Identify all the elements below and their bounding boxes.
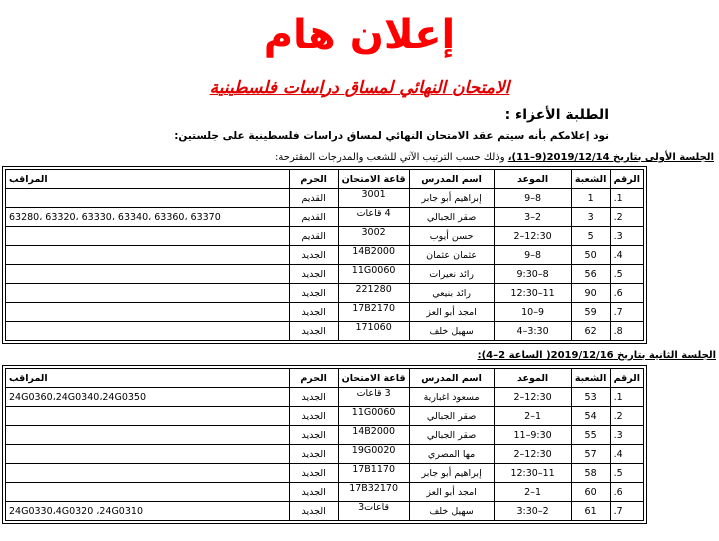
col-teacher: اسم المدرس bbox=[409, 369, 494, 388]
row-observers bbox=[6, 464, 290, 483]
col-time: الموعد bbox=[494, 170, 571, 189]
row-number: 4. bbox=[610, 246, 643, 265]
row-time: 3:30–4 bbox=[494, 322, 571, 341]
col-campus: الحرم bbox=[289, 170, 338, 189]
row-time: 11–12:30 bbox=[494, 284, 571, 303]
table-row bbox=[6, 189, 644, 208]
session2-table bbox=[5, 368, 644, 521]
announcement-title: إعلان هام bbox=[263, 12, 456, 58]
row-section: 53 bbox=[571, 388, 610, 407]
row-time: 8–9 bbox=[494, 246, 571, 265]
row-room: 17B2170 bbox=[338, 303, 409, 322]
row-teacher: صقر الجبالي bbox=[409, 208, 494, 227]
row-observers bbox=[6, 445, 290, 464]
row-campus: الجديد bbox=[289, 322, 338, 341]
row-teacher: صقر الجبالي bbox=[409, 407, 494, 426]
row-room: 17B32170 bbox=[338, 483, 409, 502]
row-campus: الجديد bbox=[289, 426, 338, 445]
row-time: 9:30–11 bbox=[494, 426, 571, 445]
row-campus: الجديد bbox=[289, 265, 338, 284]
row-time: 12:30–2 bbox=[494, 445, 571, 464]
row-number: 8. bbox=[610, 322, 643, 341]
row-section: 61 bbox=[571, 502, 610, 521]
row-teacher: عثمان عثمان bbox=[409, 246, 494, 265]
row-campus: الجديد bbox=[289, 445, 338, 464]
session1-table bbox=[5, 169, 644, 341]
session2-rows bbox=[6, 388, 644, 521]
row-observers bbox=[6, 303, 290, 322]
row-number: 3. bbox=[610, 227, 643, 246]
col-section: الشعبة bbox=[571, 369, 610, 388]
row-room: 3001 bbox=[338, 189, 409, 208]
table-row bbox=[6, 483, 644, 502]
row-number: 7. bbox=[610, 502, 643, 521]
table-header-row bbox=[6, 369, 644, 388]
row-time: 12:30–2 bbox=[494, 388, 571, 407]
row-section: 90 bbox=[571, 284, 610, 303]
row-section: 59 bbox=[571, 303, 610, 322]
row-campus: الجديد bbox=[289, 483, 338, 502]
row-room: 14B2000 bbox=[338, 426, 409, 445]
col-campus: الحرم bbox=[289, 369, 338, 388]
row-section: 5 bbox=[571, 227, 610, 246]
row-room: 221280 bbox=[338, 284, 409, 303]
row-number: 1. bbox=[610, 388, 643, 407]
row-teacher: مها المصري bbox=[409, 445, 494, 464]
row-section: 62 bbox=[571, 322, 610, 341]
row-campus: الجديد bbox=[289, 502, 338, 521]
row-number: 3. bbox=[610, 426, 643, 445]
session2-heading bbox=[478, 350, 716, 361]
col-room: قاعة الامتحان bbox=[338, 369, 409, 388]
row-room: 14B2000 bbox=[338, 246, 409, 265]
table-row bbox=[6, 322, 644, 341]
row-room: 19G0020 bbox=[338, 445, 409, 464]
row-section: 1 bbox=[571, 189, 610, 208]
row-number: 2. bbox=[610, 407, 643, 426]
intro-text: نود إعلامكم بأنه سيتم عقد الامتحان النهائي لمساق دراسات فلسطينية على جلستين: bbox=[174, 130, 609, 142]
table-row bbox=[6, 445, 644, 464]
col-section: الشعبة bbox=[571, 170, 610, 189]
row-observers bbox=[6, 284, 290, 303]
row-observers: 63280، 63320، 63330، 63340، 63360، 63370 bbox=[6, 208, 290, 227]
row-campus: القديم bbox=[289, 189, 338, 208]
col-observer: المراقب bbox=[6, 170, 290, 189]
row-section: 60 bbox=[571, 483, 610, 502]
row-teacher: حسن أيوب bbox=[409, 227, 494, 246]
greeting: الطلبة الأعزاء : bbox=[504, 107, 609, 123]
row-time: 2–3 bbox=[494, 208, 571, 227]
row-campus: القديم bbox=[289, 208, 338, 227]
row-observers bbox=[6, 189, 290, 208]
row-time: 1–2 bbox=[494, 483, 571, 502]
row-number: 5. bbox=[610, 265, 643, 284]
row-observers bbox=[6, 483, 290, 502]
table-header-row bbox=[6, 170, 644, 189]
row-observers bbox=[6, 322, 290, 341]
row-campus: الجديد bbox=[289, 388, 338, 407]
col-time: الموعد bbox=[494, 369, 571, 388]
row-campus: الجديد bbox=[289, 407, 338, 426]
row-section: 50 bbox=[571, 246, 610, 265]
row-teacher: إبراهيم أبو جابر bbox=[409, 189, 494, 208]
row-teacher: رائد بنيعي bbox=[409, 284, 494, 303]
col-observer: المراقب bbox=[6, 369, 290, 388]
row-room: 3 قاعات bbox=[338, 388, 409, 407]
row-section: 57 bbox=[571, 445, 610, 464]
row-room: 3002 bbox=[338, 227, 409, 246]
announcement-subtitle: الامتحان النهائي لمساق دراسات فلسطينية bbox=[209, 78, 510, 98]
row-teacher: سهيل خلف bbox=[409, 502, 494, 521]
row-time: 2–3:30 bbox=[494, 502, 571, 521]
row-observers bbox=[6, 426, 290, 445]
row-time: 12:30–2 bbox=[494, 227, 571, 246]
row-section: 55 bbox=[571, 426, 610, 445]
row-teacher: مسعود اغبارية bbox=[409, 388, 494, 407]
table-row bbox=[6, 303, 644, 322]
row-time: 11–12:30 bbox=[494, 464, 571, 483]
row-campus: الجديد bbox=[289, 284, 338, 303]
table-row bbox=[6, 246, 644, 265]
session1-rest: وذلك حسب الترتيب الآتي للشعب والمدرجات المقترحة: bbox=[275, 152, 508, 163]
row-section: 56 bbox=[571, 265, 610, 284]
session1-label: الجلسة الأولى بتاريخ 2019/12/14(9–11)، bbox=[507, 152, 714, 163]
row-section: 58 bbox=[571, 464, 610, 483]
row-section: 3 bbox=[571, 208, 610, 227]
row-time: 9–10 bbox=[494, 303, 571, 322]
row-observers bbox=[6, 407, 290, 426]
row-number: 5. bbox=[610, 464, 643, 483]
row-teacher: امجد أبو العز bbox=[409, 303, 494, 322]
table-row bbox=[6, 502, 644, 521]
row-time: 8–9 bbox=[494, 189, 571, 208]
row-time: 1–2 bbox=[494, 407, 571, 426]
row-number: 6. bbox=[610, 284, 643, 303]
row-number: 2. bbox=[610, 208, 643, 227]
row-section: 54 bbox=[571, 407, 610, 426]
row-campus: الجديد bbox=[289, 246, 338, 265]
table-row bbox=[6, 426, 644, 445]
table-row bbox=[6, 407, 644, 426]
row-room: 17B1170 bbox=[338, 464, 409, 483]
row-time: 8–9:30 bbox=[494, 265, 571, 284]
row-observers bbox=[6, 227, 290, 246]
row-room: 11G0060 bbox=[338, 407, 409, 426]
row-observers bbox=[6, 265, 290, 284]
row-campus: الجديد bbox=[289, 303, 338, 322]
row-teacher: صقر الجبالي bbox=[409, 426, 494, 445]
table-row bbox=[6, 284, 644, 303]
row-campus: القديم bbox=[289, 227, 338, 246]
row-observers: 24G0330،4G0320 ،24G0310 bbox=[6, 502, 290, 521]
row-number: 4. bbox=[610, 445, 643, 464]
table-row bbox=[6, 388, 644, 407]
row-room: 4 قاعات bbox=[338, 208, 409, 227]
col-room: قاعة الامتحان bbox=[338, 170, 409, 189]
col-teacher: اسم المدرس bbox=[409, 170, 494, 189]
row-observers bbox=[6, 246, 290, 265]
row-room: قاعات3 bbox=[338, 502, 409, 521]
session2-label: الجلسة الثانية بتاريخ 2019/12/16( الساعة 2–4): bbox=[477, 350, 716, 361]
row-teacher: رائد نعيرات bbox=[409, 265, 494, 284]
table-row bbox=[6, 208, 644, 227]
session1-rows bbox=[6, 189, 644, 341]
row-teacher: امجد أبو العز bbox=[409, 483, 494, 502]
row-observers: 24G0360،24G0340،24G0350 bbox=[6, 388, 290, 407]
row-room: 171060 bbox=[338, 322, 409, 341]
table-row bbox=[6, 464, 644, 483]
col-number: الرقم bbox=[610, 170, 643, 189]
row-number: 1. bbox=[610, 189, 643, 208]
row-teacher: إبراهيم أبو جابر bbox=[409, 464, 494, 483]
table-row bbox=[6, 227, 644, 246]
row-number: 6. bbox=[610, 483, 643, 502]
table-row bbox=[6, 265, 644, 284]
col-number: الرقم bbox=[610, 369, 643, 388]
session1-heading bbox=[275, 152, 714, 163]
row-number: 7. bbox=[610, 303, 643, 322]
row-campus: الجديد bbox=[289, 464, 338, 483]
row-teacher: سهيل خلف bbox=[409, 322, 494, 341]
row-room: 11G0060 bbox=[338, 265, 409, 284]
